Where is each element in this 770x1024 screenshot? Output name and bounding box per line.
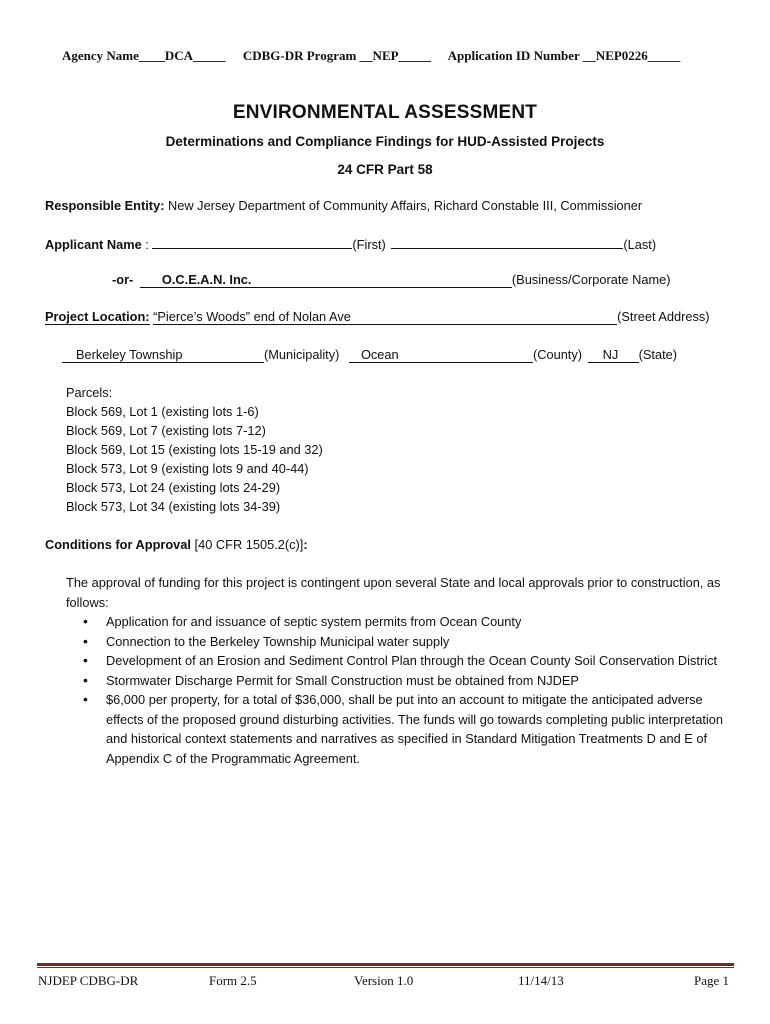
last-name-field[interactable] xyxy=(391,234,623,249)
conditions-heading xyxy=(45,537,308,552)
parcel-item: Block 573, Lot 9 (existing lots 9 and 40-44) xyxy=(66,461,309,476)
county-value: Ocean xyxy=(360,347,399,362)
municipality-value: Berkeley Township xyxy=(76,347,183,362)
project-location-label: Project Location: xyxy=(45,309,150,324)
first-name-field[interactable] xyxy=(152,234,352,249)
regulation-reference: 24 CFR Part 58 xyxy=(337,162,433,177)
parcel-item: Block 573, Lot 24 (existing lots 24-29) xyxy=(66,480,281,495)
footer-rule-thin xyxy=(37,967,734,968)
parcel-item: Block 573, Lot 34 (existing lots 34-39) xyxy=(66,499,281,514)
condition-item: • Development of an Erosion and Sediment Control Plan through the Ocean County Soil Conservation District xyxy=(66,651,726,671)
footer-org: NJDEP CDBG-DR xyxy=(38,973,139,988)
document-title: ENVIRONMENTAL ASSESSMENT xyxy=(232,102,538,123)
or-label: -or- xyxy=(112,272,134,287)
county-label: (County) xyxy=(532,347,583,362)
parcel-item: Block 569, Lot 1 (existing lots 1-6) xyxy=(66,404,259,419)
street-address-value: “Pierce’s Woods” end of Nolan Ave xyxy=(153,309,351,324)
parcel-item: Block 569, Lot 15 (existing lots 15-19 and 32) xyxy=(66,442,323,457)
condition-item: • $6,000 per property, for a total of $36,000, shall be put into an account to mitigate the anticipated adverse effects of the proposed ground disturbing activities. The funds will go towards completing public interpretation and historical context statements and narratives as specified in Standard Mitigation Treatments D and E of Appendix C of the Programmatic Agreement. xyxy=(66,690,726,768)
business-name-row xyxy=(112,272,671,288)
parcel-item: Block 569, Lot 7 (existing lots 7-12) xyxy=(66,423,266,438)
locality-row xyxy=(62,347,677,363)
county-field[interactable] xyxy=(349,347,533,363)
parcels-heading: Parcels: xyxy=(66,385,113,400)
condition-item: • Stormwater Discharge Permit for Small Construction must be obtained from NJDEP xyxy=(66,671,726,691)
agency-name: Agency Name____DCA_____ xyxy=(62,48,226,63)
application-id: Application ID Number __NEP0226_____ xyxy=(447,48,681,63)
form-header xyxy=(62,48,694,64)
street-address-label: (Street Address) xyxy=(617,309,710,324)
footer-version: Version 1.0 xyxy=(354,973,414,988)
state-label: (State) xyxy=(638,347,677,362)
project-location-row xyxy=(45,309,710,325)
applicant-name-row xyxy=(45,234,656,252)
footer-form: Form 2.5 xyxy=(209,973,257,988)
responsible-entity-label: Responsible Entity: xyxy=(45,198,165,213)
business-name-field[interactable] xyxy=(140,272,512,288)
responsible-entity-row xyxy=(45,198,642,213)
conditions-reference: [40 CFR 1505.2(c)] xyxy=(194,537,304,552)
applicant-name-label: Applicant Name xyxy=(45,237,142,252)
condition-item: • Connection to the Berkeley Township Municipal water supply xyxy=(66,632,726,652)
business-name-value: O.C.E.A.N. Inc. xyxy=(161,272,252,287)
footer-date: 11/14/13 xyxy=(518,973,564,988)
footer-rule xyxy=(37,963,734,966)
business-name-label: (Business/Corporate Name) xyxy=(511,272,671,287)
municipality-field[interactable] xyxy=(62,347,264,363)
parcels-list xyxy=(66,383,323,516)
state-value: NJ xyxy=(602,347,619,362)
document-subtitle: Determinations and Compliance Findings for HUD-Assisted Projects xyxy=(165,134,605,149)
responsible-entity-value: New Jersey Department of Community Affairs, Richard Constable III, Commissioner xyxy=(168,198,643,213)
first-name-label: (First) xyxy=(352,237,386,252)
street-address-field[interactable] xyxy=(153,309,617,325)
conditions-list xyxy=(66,612,726,768)
footer-page-number: Page 1 xyxy=(694,973,730,988)
last-name-label: (Last) xyxy=(623,237,657,252)
applicant-colon: : xyxy=(145,237,149,252)
municipality-label: (Municipality) xyxy=(264,347,340,362)
conditions-intro: The approval of funding for this project is contingent upon several State and local approvals prior to construction, as follows: xyxy=(66,575,721,610)
state-field[interactable] xyxy=(588,347,639,363)
conditions-colon: : xyxy=(303,537,308,552)
program-name: CDBG-DR Program __NEP_____ xyxy=(242,48,432,63)
conditions-label: Conditions for Approval xyxy=(45,537,191,552)
condition-item: • Application for and issuance of septic system permits from Ocean County xyxy=(66,612,726,632)
